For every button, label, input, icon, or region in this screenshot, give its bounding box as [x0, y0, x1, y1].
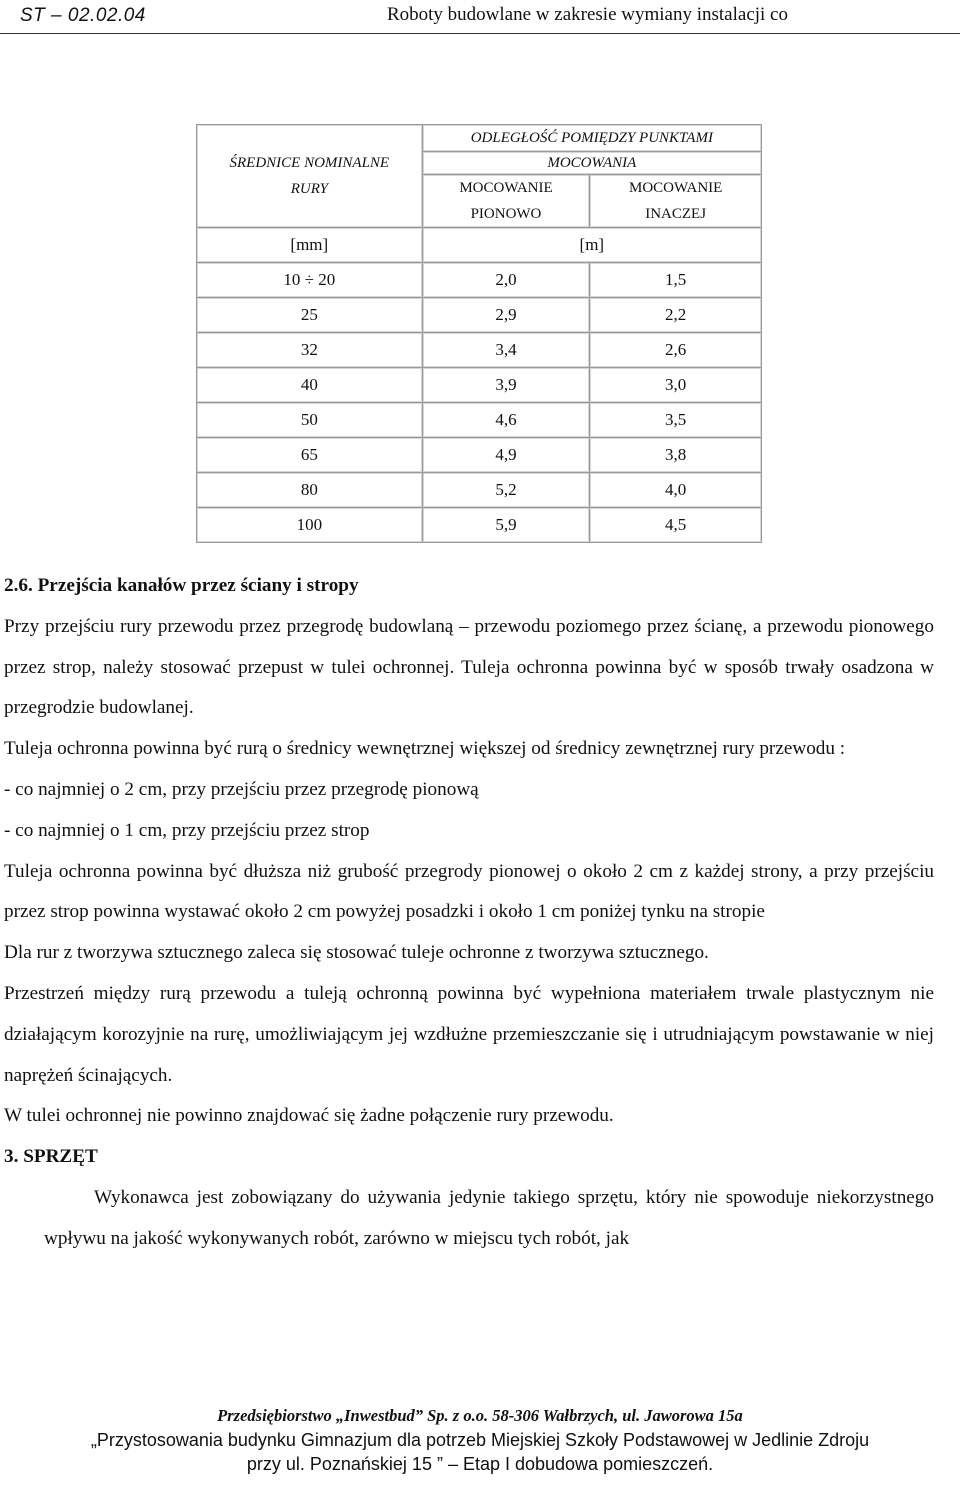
col-other-line2: INACZEJ — [645, 206, 707, 222]
diameter-cell: 40 — [197, 368, 423, 403]
spec-code: ST – 02.02.04 — [20, 5, 146, 26]
list-item: - co najmniej o 2 cm, przy przejściu przez przegrodę pionową — [4, 778, 479, 800]
table-row — [197, 473, 762, 508]
diameter-cell: 10 ÷ 20 — [197, 263, 423, 298]
col-vertical-line2: PIONOWO — [470, 206, 542, 222]
table-row — [197, 298, 762, 333]
table-row — [197, 438, 762, 473]
other-cell: 2,6 — [590, 333, 762, 368]
group-header-line1: ODLEGŁOŚĆ POMIĘDZY PUNKTAMI — [422, 125, 761, 152]
col-vertical-line1: MOCOWANIE — [459, 180, 553, 196]
pipe-mounting-table — [196, 124, 762, 543]
paragraph: Tuleja ochronna powinna być dłuższa niż grubość przegrody pionowej o około 2 cm z każdej strony, a przy przejściu przez strop powinna wystawać około 2 cm powyżej posadzki i około 1 cm poniżej tynku na stropie — [4, 860, 934, 923]
diameter-cell: 100 — [197, 508, 423, 543]
other-cell: 1,5 — [590, 263, 762, 298]
header-rule — [0, 33, 960, 34]
other-cell: 2,2 — [590, 298, 762, 333]
paragraph: Dla rur z tworzywa sztucznego zaleca się stosować tuleje ochronne z tworzywa sztucznego. — [4, 942, 709, 964]
footer-project: „Przystosowania budynku Gimnazjum dla potrzeb Miejskiej Szkoły Podstawowej w Jedlinie Zdroju przy ul. Poznańskiej 15 ” – Etap I dobudowa pomieszczeń. — [90, 1430, 870, 1474]
table-row — [197, 368, 762, 403]
diameter-cell: 25 — [197, 298, 423, 333]
col-diameter-header — [197, 125, 423, 228]
units-row — [197, 228, 762, 263]
diameter-cell: 80 — [197, 473, 423, 508]
table-row — [197, 403, 762, 438]
table-header-row — [197, 125, 762, 152]
paragraph: Przestrzeń między rurą przewodu a tuleją ochronną powinna być wypełniona materiałem trwale plastycznym nie działającym korozyjnie na rurę, umożliwiającym jej wzdłużne przemieszczanie się i utrudniającym powstawanie w niej naprężeń ścinających. — [4, 982, 934, 1086]
vertical-cell: 3,9 — [422, 368, 590, 403]
list-item: - co najmniej o 1 cm, przy przejściu przez strop — [4, 819, 370, 841]
section-2-6 — [4, 566, 934, 1260]
col-other-line1: MOCOWANIE — [628, 180, 723, 196]
header-title: Roboty budowlane w zakresie wymiany instalacji co — [386, 4, 788, 25]
diameter-cell: 50 — [197, 403, 423, 438]
paragraph: Tuleja ochronna powinna być rurą o średnicy wewnętrznej większej od średnicy zewnętrznej rury przewodu : — [4, 738, 846, 760]
unit-m: [m] — [422, 228, 761, 263]
col-vertical-header — [422, 175, 590, 228]
paragraph: W tulei ochronnej nie powinno znajdować się żadne połączenie rury przewodu. — [4, 1105, 614, 1127]
vertical-cell: 4,6 — [422, 403, 590, 438]
vertical-cell: 4,9 — [422, 438, 590, 473]
table-row — [197, 333, 762, 368]
other-cell: 4,0 — [590, 473, 762, 508]
section-2-6-heading: 2.6. Przejścia kanałów przez ściany i stropy — [4, 575, 359, 596]
table-row — [197, 263, 762, 298]
col-diameter-header-text: ŚREDNICE NOMINALNE RURY — [229, 155, 390, 197]
diameter-cell: 32 — [197, 333, 423, 368]
footer-company: Przedsiębiorstwo „Inwestbud” Sp. z o.o. 58-306 Wałbrzych, ul. Jaworowa 15a — [217, 1406, 743, 1425]
other-cell: 4,5 — [590, 508, 762, 543]
other-cell: 3,5 — [590, 403, 762, 438]
section-3-heading: 3. SPRZĘT — [4, 1146, 98, 1168]
vertical-cell: 2,9 — [422, 298, 590, 333]
table-row — [197, 508, 762, 543]
unit-mm: [mm] — [197, 228, 423, 263]
page-footer — [0, 1404, 960, 1476]
paragraph: Przy przejściu rury przewodu przez przegrodę budowlaną – przewodu poziomego przez ścianę, a przewodu pionowego przez strop, należy stosować przepust w tulei ochronnej. Tuleja ochronna powinna być w sposób trwały osadzona w przegrodzie budowlanej. — [4, 615, 934, 719]
vertical-cell: 5,2 — [422, 473, 590, 508]
diameter-cell: 65 — [197, 438, 423, 473]
paragraph: Wykonawca jest zobowiązany do używania jedynie takiego sprzętu, który nie spowoduje niekorzystnego wpływu na jakość wykonywanych robót, zarówno w miejscu tych robót, jak — [44, 1186, 934, 1249]
vertical-cell: 3,4 — [422, 333, 590, 368]
other-cell: 3,0 — [590, 368, 762, 403]
vertical-cell: 5,9 — [422, 508, 590, 543]
page-header — [0, 0, 960, 36]
group-header-line2: MOCOWANIA — [422, 152, 761, 175]
other-cell: 3,8 — [590, 438, 762, 473]
vertical-cell: 2,0 — [422, 263, 590, 298]
col-other-header — [590, 175, 762, 228]
